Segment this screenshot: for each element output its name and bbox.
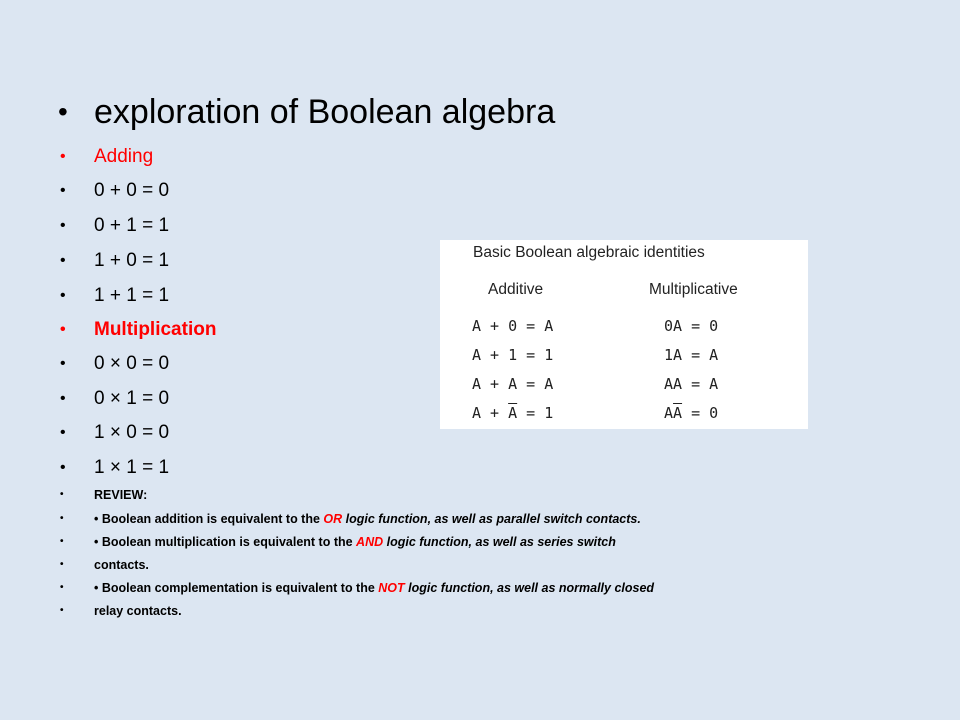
addition-row: • 1 + 0 = 1: [60, 250, 170, 271]
multiplicative-identity: AA = A: [664, 375, 719, 393]
multiplicative-header: Multiplicative: [649, 281, 738, 298]
review-line: • • Boolean complementation is equivalent to the NOT logic function, as well as normally closed: [60, 581, 655, 595]
multiplication-row: • 0 × 0 = 0: [60, 353, 170, 374]
review-line: • contacts.: [60, 558, 149, 572]
additive-identity: A + 1 = 1: [472, 346, 554, 364]
additive-identity: $A + \overline{A} = 1$: [472, 404, 554, 422]
multiplicative-identity: 1A = A: [664, 346, 719, 364]
identities-title: Basic Boolean algebraic identities: [473, 244, 705, 261]
adding-heading: • Adding: [60, 146, 154, 167]
additive-header: Additive: [488, 281, 544, 298]
multiplication-row: • 1 × 0 = 0: [60, 422, 170, 443]
addition-row: • 0 + 0 = 0: [60, 180, 170, 201]
multiplication-heading: • Multiplication: [60, 319, 217, 340]
review-line: • • Boolean multiplication is equivalent to the AND logic function, as well as series switch: [60, 535, 616, 549]
review-line: • relay contacts.: [60, 604, 182, 618]
multiplication-row: • 1 × 1 = 1: [60, 457, 170, 478]
addition-row: • 0 + 1 = 1: [60, 215, 170, 236]
multiplicative-identity: $A\overline{A} = 0$: [664, 404, 719, 422]
review-heading: • REVIEW:: [60, 488, 148, 502]
review-line: • • Boolean addition is equivalent to the OR logic function, as well as parallel switch contacts.: [60, 512, 641, 526]
slide-title: • exploration of Boolean algebra: [58, 93, 556, 131]
additive-identity: A + A = A: [472, 375, 554, 393]
multiplicative-identity: 0A = 0: [664, 317, 719, 335]
identities-table-image: [440, 240, 808, 429]
addition-row: • 1 + 1 = 1: [60, 285, 170, 306]
multiplication-row: • 0 × 1 = 0: [60, 388, 170, 409]
additive-identity: A + 0 = A: [472, 317, 554, 335]
